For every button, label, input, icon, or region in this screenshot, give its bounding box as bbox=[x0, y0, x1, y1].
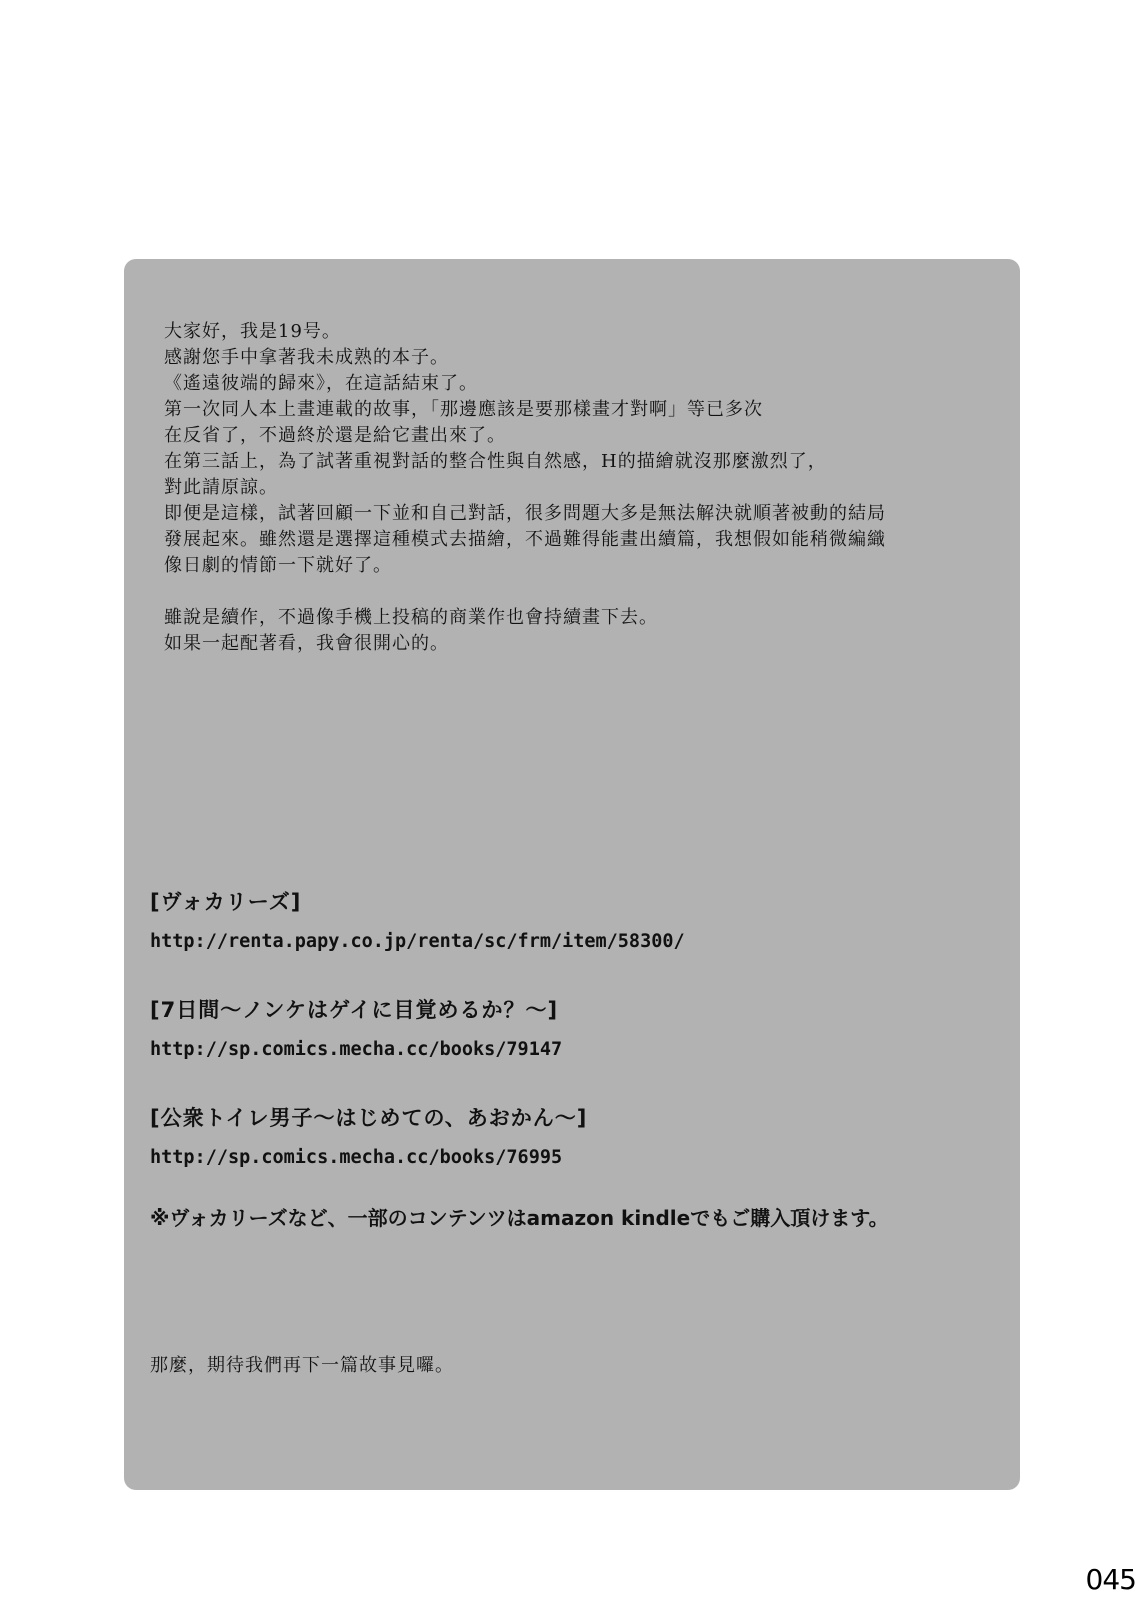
closing-line: 那麼，期待我們再下一篇故事見囉。 bbox=[150, 1355, 454, 1376]
paragraph-gap bbox=[164, 579, 984, 605]
afterword-line: 大家好，我是19号。 bbox=[164, 321, 341, 342]
afterword-line: 在第三話上，為了試著重視對話的整合性與自然感，H的描繪就沒那麼激烈了， bbox=[164, 451, 827, 472]
work-title: [ヴォカリーズ] bbox=[150, 890, 302, 914]
afterword-line: 雖說是續作，不過像手機上投稿的商業作也會持續畫下去。 bbox=[164, 607, 658, 628]
kindle-note: ※ヴォカリーズなど、一部のコンテンツはamazon kindleでもご購入頂けます。 bbox=[150, 1206, 889, 1230]
work-url: http://sp.comics.mecha.cc/books/76995 bbox=[150, 1147, 563, 1168]
work-title: [7日間～ノンケはゲイに目覚めるか？～] bbox=[150, 998, 559, 1022]
work-entry bbox=[150, 995, 1000, 1063]
work-title: [公衆トイレ男子～はじめての、あおかん～] bbox=[150, 1106, 588, 1130]
works-list bbox=[150, 887, 1000, 1233]
afterword-text bbox=[164, 319, 984, 657]
work-url: http://sp.comics.mecha.cc/books/79147 bbox=[150, 1039, 563, 1060]
work-entry bbox=[150, 1103, 1000, 1171]
afterword-line: 像日劇的情節一下就好了。 bbox=[164, 555, 392, 576]
afterword-line: 發展起來。雖然還是選擇這種模式去描繪，不過難得能畫出續篇，我想假如能稍微編織 bbox=[164, 529, 886, 550]
afterword-line: 在反省了，不過終於還是給它畫出來了。 bbox=[164, 425, 506, 446]
afterword-line: 對此請原諒。 bbox=[164, 477, 278, 498]
afterword-line: 如果一起配著看，我會很開心的。 bbox=[164, 633, 449, 654]
afterword-line: 即便是這樣，試著回顧一下並和自己對話，很多問題大多是無法解決就順著被動的結局 bbox=[164, 503, 886, 524]
afterword-panel bbox=[124, 259, 1020, 1490]
afterword-line: 第一次同人本上畫連載的故事，「那邊應該是要那樣畫才對啊」等已多次 bbox=[164, 399, 763, 420]
afterword-line: 感謝您手中拿著我未成熟的本子。 bbox=[164, 347, 449, 368]
page-number: 045 bbox=[1085, 1563, 1136, 1596]
afterword-line: 《遙遠彼端的歸來》，在這話結束了。 bbox=[164, 373, 478, 394]
work-url: http://renta.papy.co.jp/renta/sc/frm/item/58300/ bbox=[150, 931, 685, 952]
work-entry bbox=[150, 887, 1000, 955]
